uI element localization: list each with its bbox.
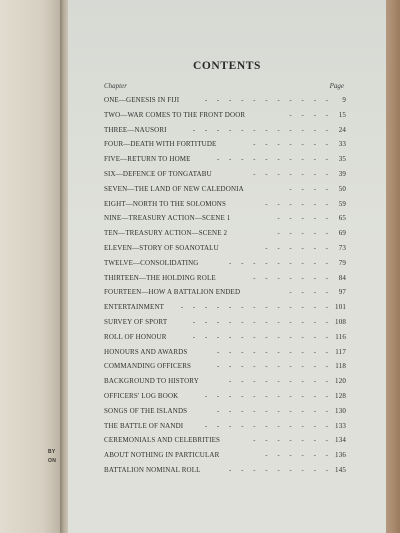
toc-entry-page-number: 145 — [335, 465, 346, 474]
toc-entry-title: COMMANDING OFFICERS — [104, 362, 192, 371]
toc-entry-title: FOUR—DEATH WITH FORTITUDE — [104, 140, 217, 149]
facing-page-fragment: BY — [48, 449, 56, 455]
toc-entry-page-number: 133 — [335, 421, 346, 430]
toc-entry-title: ABOUT NOTHING IN PARTICULAR — [104, 451, 220, 460]
toc-entry — [104, 419, 346, 434]
toc-entry-page-number: 97 — [338, 288, 346, 297]
toc-entry-page-number: 39 — [338, 169, 346, 178]
toc-entry-leader: - - - - - - - — [253, 273, 332, 282]
toc-entry-title: TWO—WAR COMES TO THE FRONT DOOR — [104, 110, 246, 119]
toc-entry-title: SEVEN—THE LAND OF NEW CALEDONIA — [104, 184, 244, 193]
toc-entry-page-number: 128 — [335, 391, 346, 400]
toc-entry-page-number: 65 — [338, 214, 346, 223]
toc-entry-page-number: 134 — [335, 436, 346, 445]
toc-entry-leader: - - - - - - - - - — [229, 465, 332, 474]
toc-entry-title: TEN—TREASURY ACTION—SCENE 2 — [104, 229, 228, 238]
toc-entry — [104, 345, 346, 360]
toc-entry — [104, 256, 346, 271]
page-column-header: Page — [329, 82, 344, 90]
toc-entry-leader: - - - - - - - - - — [229, 258, 332, 267]
toc-entry-title: FIVE—RETURN TO HOME — [104, 155, 191, 164]
toc-entry-title: ELEVEN—STORY OF SOANOTALU — [104, 243, 219, 252]
toc-entry-leader: - - - - - — [277, 229, 332, 238]
toc-entry-page-number: 117 — [335, 347, 346, 356]
toc-entry-leader: - - - - - - - - - - — [216, 406, 332, 415]
toc-entry-leader: - - - - - - - — [253, 169, 332, 178]
toc-entry-leader: - - - - - - - - - - - — [204, 421, 332, 430]
toc-entry-leader: - - - - - - - - - — [229, 377, 332, 386]
toc-entry-leader: - - - - — [289, 110, 332, 119]
toc-entry-page-number: 50 — [338, 184, 346, 193]
table-of-contents — [104, 93, 346, 478]
toc-entry — [104, 285, 346, 300]
toc-entry-leader: - - - - — [289, 288, 332, 297]
toc-entry-leader: - - - - - - - - - - - - — [192, 332, 332, 341]
toc-entry-page-number: 101 — [335, 303, 346, 312]
toc-entry-title: HONOURS AND AWARDS — [104, 347, 188, 356]
toc-entry-title: NINE—TREASURY ACTION—SCENE 1 — [104, 214, 231, 223]
book-cover-edge — [386, 0, 400, 533]
toc-entry-page-number: 24 — [338, 125, 346, 134]
toc-entry-title: EIGHT—NORTH TO THE SOLOMONS — [104, 199, 227, 208]
toc-entry-title: THE BATTLE OF NANDI — [104, 421, 184, 430]
toc-entry-leader: - - - - - - — [265, 451, 332, 460]
toc-entry-leader: - - - - - - — [265, 199, 332, 208]
toc-entry — [104, 167, 346, 182]
toc-entry — [104, 152, 346, 167]
facing-page-text — [48, 448, 56, 466]
toc-entry-page-number: 130 — [335, 406, 346, 415]
toc-entry — [104, 93, 346, 108]
toc-entry-page-number: 116 — [335, 332, 346, 341]
toc-entry-leader: - - - - - - - - - - - — [204, 391, 332, 400]
toc-entry-page-number: 84 — [338, 273, 346, 282]
toc-entry-page-number: 35 — [338, 155, 346, 164]
toc-entry-title: SONGS OF THE ISLANDS — [104, 406, 188, 415]
toc-entry — [104, 182, 346, 197]
toc-entry-title: ENTERTAINMENT — [104, 303, 165, 312]
toc-entry — [104, 271, 346, 286]
toc-entry — [104, 211, 346, 226]
toc-entry-title: BATTALION NOMINAL ROLL — [104, 465, 201, 474]
toc-entry-page-number: 33 — [338, 140, 346, 149]
toc-entry-leader: - - - - - — [277, 214, 332, 223]
page-title: CONTENTS — [192, 60, 262, 72]
toc-entry — [104, 123, 346, 138]
toc-entry-page-number: 59 — [338, 199, 346, 208]
toc-entry-page-number: 136 — [335, 451, 346, 460]
toc-entry-leader: - - - - - - - - - - — [216, 362, 332, 371]
toc-entry — [104, 374, 346, 389]
toc-entry — [104, 108, 346, 123]
toc-entry-page-number: 79 — [338, 258, 346, 267]
toc-entry-leader: - - - - - - - - - - - - — [192, 125, 332, 134]
facing-page-fragment: ON — [48, 458, 57, 464]
toc-entry-leader: - - - - - - — [265, 243, 332, 252]
toc-entry-page-number: 9 — [342, 96, 346, 104]
toc-entry — [104, 404, 346, 419]
toc-entry — [104, 197, 346, 212]
toc-entry-page-number: 15 — [338, 110, 346, 119]
toc-entry-page-number: 73 — [338, 243, 346, 252]
toc-entry — [104, 433, 346, 448]
toc-entry-title: THIRTEEN—THE HOLDING ROLE — [104, 273, 216, 282]
toc-entry-leader: - - - - - - - — [253, 140, 332, 149]
toc-entry-title: BACKGROUND TO HISTORY — [104, 377, 199, 386]
toc-entry-page-number: 120 — [335, 377, 346, 386]
chapter-column-header: Chapter — [104, 82, 127, 90]
toc-entry — [104, 359, 346, 374]
toc-entry-page-number: 108 — [335, 317, 346, 326]
toc-entry-leader: - - - - - - - - - - — [216, 347, 332, 356]
toc-entry-title: OFFICERS' LOG BOOK — [104, 391, 179, 400]
toc-entry-leader: - - - - — [289, 184, 332, 193]
toc-entry-leader: - - - - - - - - - - - - — [192, 317, 332, 326]
toc-entry-page-number: 69 — [338, 229, 346, 238]
toc-entry-leader: - - - - - - - - - - - — [204, 96, 332, 104]
toc-entry — [104, 463, 346, 478]
toc-entry-title: TWELVE—CONSOLIDATING — [104, 258, 199, 267]
toc-entry — [104, 330, 346, 345]
toc-entry-title: ONE—GENESIS IN FIJI — [104, 96, 180, 104]
toc-entry-title: CEREMONIALS AND CELEBRITIES — [104, 436, 221, 445]
toc-entry-leader: - - - - - - - — [253, 436, 332, 445]
toc-entry-leader: - - - - - - - - - - — [216, 155, 332, 164]
toc-entry — [104, 389, 346, 404]
toc-entry — [104, 226, 346, 241]
toc-entry-title: FOURTEEN—HOW A BATTALION ENDED — [104, 288, 241, 297]
toc-entry — [104, 137, 346, 152]
toc-entry — [104, 315, 346, 330]
toc-entry-title: ROLL OF HONOUR — [104, 332, 167, 341]
toc-entry-title: THREE—NAUSORI — [104, 125, 167, 134]
toc-entry — [104, 241, 346, 256]
toc-entry-page-number: 118 — [335, 362, 346, 371]
toc-entry — [104, 300, 346, 315]
toc-entry-leader: - - - - - - - - - - - - - — [180, 303, 332, 312]
toc-entry-title: SIX—DEFENCE OF TONGATABU — [104, 169, 212, 178]
toc-entry — [104, 448, 346, 463]
toc-entry-title: SURVEY OF SPORT — [104, 317, 168, 326]
